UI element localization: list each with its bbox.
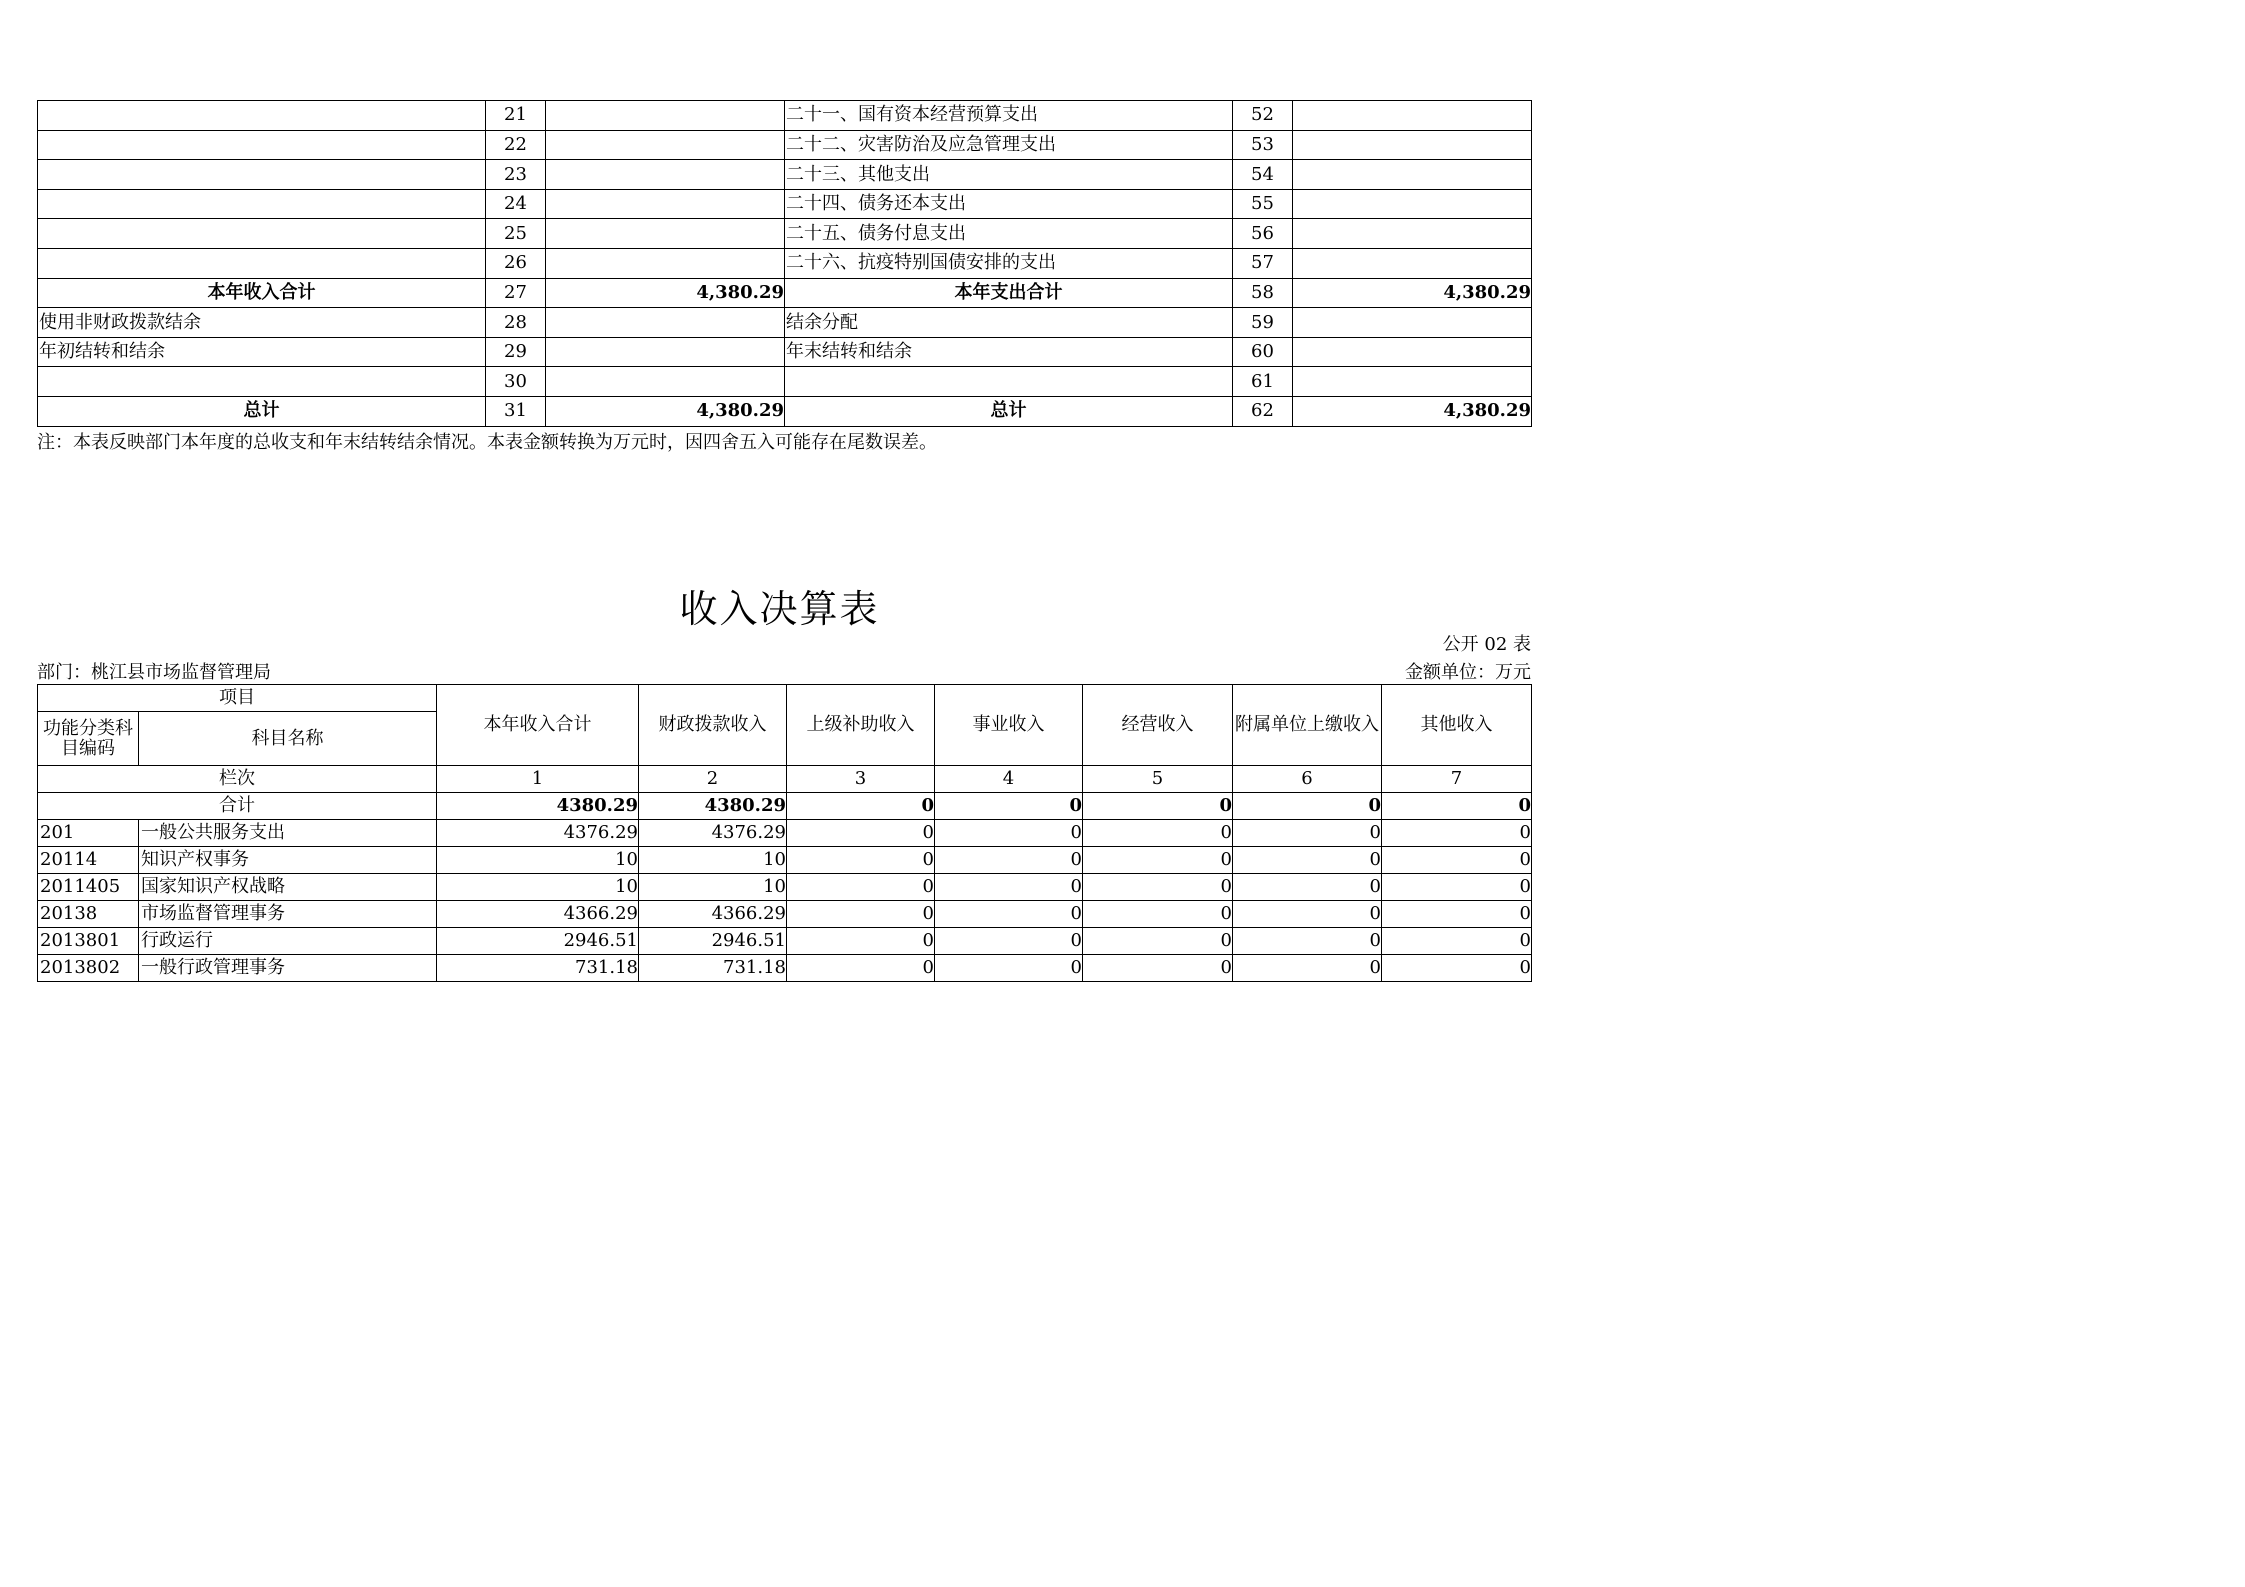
income-item-label — [38, 130, 486, 160]
amount-cell: 0 — [1233, 847, 1382, 874]
amount-cell: 0 — [935, 901, 1083, 928]
income-table — [37, 684, 1532, 982]
income-line-number: 22 — [486, 130, 546, 160]
expense-amount — [1293, 160, 1532, 190]
amount-cell: 0 — [935, 928, 1083, 955]
expense-line-number: 60 — [1233, 337, 1293, 367]
income-amount — [546, 160, 785, 190]
column-number: 6 — [1233, 766, 1382, 793]
amount-cell: 0 — [1083, 901, 1233, 928]
expense-amount — [1293, 308, 1532, 338]
income-amount — [546, 130, 785, 160]
table-row — [38, 219, 1532, 249]
subject-code: 2013801 — [38, 928, 139, 955]
expense-line-number: 57 — [1233, 248, 1293, 278]
expense-item-label: 本年支出合计 — [785, 278, 1233, 308]
subject-name: 一般公共服务支出 — [139, 820, 437, 847]
income-line-number: 29 — [486, 337, 546, 367]
amount-cell: 2946.51 — [437, 928, 639, 955]
amount-cell: 0 — [1233, 901, 1382, 928]
income-line-number: 27 — [486, 278, 546, 308]
department-label: 部门：桃江县市场监督管理局 — [37, 662, 271, 683]
amount-cell: 0 — [1083, 820, 1233, 847]
amount-cell: 731.18 — [437, 955, 639, 982]
amount-cell: 0 — [787, 928, 935, 955]
header-superior-subsidy: 上级补助收入 — [787, 685, 935, 766]
amount-cell: 10 — [437, 874, 639, 901]
subject-name: 行政运行 — [139, 928, 437, 955]
table-row — [38, 130, 1532, 160]
table-row — [38, 367, 1532, 397]
subject-name: 知识产权事务 — [139, 847, 437, 874]
sum-value: 0 — [935, 793, 1083, 820]
amount-cell: 10 — [639, 847, 787, 874]
amount-cell: 0 — [1382, 847, 1532, 874]
amount-cell: 0 — [787, 874, 935, 901]
expense-item-label: 二十五、债务付息支出 — [785, 219, 1233, 249]
table-row — [38, 101, 1532, 131]
header-affiliate-income: 附属单位上缴收入 — [1233, 685, 1382, 766]
sum-row-label: 合计 — [38, 793, 437, 820]
expense-line-number: 54 — [1233, 160, 1293, 190]
public-table-number: 公开 02 表 — [1442, 634, 1531, 655]
amount-cell: 0 — [1382, 901, 1532, 928]
amount-cell: 0 — [787, 901, 935, 928]
total-row — [38, 278, 1532, 308]
column-number: 2 — [639, 766, 787, 793]
expense-item-label: 结余分配 — [785, 308, 1233, 338]
expense-line-number: 61 — [1233, 367, 1293, 397]
column-number: 3 — [787, 766, 935, 793]
income-line-number: 23 — [486, 160, 546, 190]
expense-amount — [1293, 189, 1532, 219]
column-number-label: 栏次 — [38, 766, 437, 793]
income-item-label — [38, 219, 486, 249]
table-row — [38, 955, 1532, 982]
table-row — [38, 248, 1532, 278]
income-item-label: 使用非财政拨款结余 — [38, 308, 486, 338]
expense-line-number: 62 — [1233, 396, 1293, 426]
subject-name: 市场监督管理事务 — [139, 901, 437, 928]
income-line-number: 31 — [486, 396, 546, 426]
header-fiscal-income: 财政拨款收入 — [639, 685, 787, 766]
expense-amount: 4,380.29 — [1293, 396, 1532, 426]
column-number: 4 — [935, 766, 1083, 793]
expense-item-label: 二十一、国有资本经营预算支出 — [785, 101, 1233, 131]
income-amount: 4,380.29 — [546, 396, 785, 426]
table-row — [38, 901, 1532, 928]
summary-table — [37, 100, 1532, 427]
income-table-body — [38, 820, 1532, 982]
amount-cell: 0 — [935, 955, 1083, 982]
expense-item-label: 二十四、债务还本支出 — [785, 189, 1233, 219]
sum-value: 4380.29 — [437, 793, 639, 820]
amount-cell: 0 — [787, 820, 935, 847]
income-amount — [546, 337, 785, 367]
table-note: 注：本表反映部门本年度的总收支和年末结转结余情况。本表金额转换为万元时，因四舍五入可能存在尾数误差。 — [37, 432, 937, 453]
sum-value: 0 — [787, 793, 935, 820]
amount-cell: 0 — [1233, 820, 1382, 847]
header-total-income: 本年收入合计 — [437, 685, 639, 766]
column-number: 7 — [1382, 766, 1532, 793]
income-item-label — [38, 367, 486, 397]
table-row — [38, 160, 1532, 190]
expense-item-label: 年末结转和结余 — [785, 337, 1233, 367]
subject-code: 201 — [38, 820, 139, 847]
page-title: 收入决算表 — [679, 587, 880, 631]
expense-item-label: 二十三、其他支出 — [785, 160, 1233, 190]
sum-value: 0 — [1083, 793, 1233, 820]
table-row — [38, 847, 1532, 874]
expense-item-label: 二十六、抗疫特别国债安排的支出 — [785, 248, 1233, 278]
header-function-code: 功能分类科目编码 — [38, 712, 139, 766]
expense-line-number: 53 — [1233, 130, 1293, 160]
amount-cell: 4376.29 — [437, 820, 639, 847]
income-line-number: 28 — [486, 308, 546, 338]
income-item-label: 本年收入合计 — [38, 278, 486, 308]
income-item-label — [38, 160, 486, 190]
expense-item-label — [785, 367, 1233, 397]
income-amount: 4,380.29 — [546, 278, 785, 308]
expense-amount — [1293, 219, 1532, 249]
income-amount — [546, 101, 785, 131]
income-item-label — [38, 189, 486, 219]
amount-cell: 4366.29 — [437, 901, 639, 928]
amount-cell: 10 — [437, 847, 639, 874]
subject-name: 国家知识产权战略 — [139, 874, 437, 901]
column-number-row — [38, 766, 1532, 793]
table-row — [38, 928, 1532, 955]
amount-cell: 0 — [1233, 874, 1382, 901]
summary-table-body — [38, 101, 1532, 427]
header-project: 项目 — [38, 685, 437, 712]
amount-cell: 0 — [1382, 874, 1532, 901]
amount-cell: 10 — [639, 874, 787, 901]
income-amount — [546, 219, 785, 249]
income-amount — [546, 248, 785, 278]
amount-cell: 731.18 — [639, 955, 787, 982]
table-row — [38, 337, 1532, 367]
amount-cell: 0 — [1382, 955, 1532, 982]
expense-item-label: 二十二、灾害防治及应急管理支出 — [785, 130, 1233, 160]
sum-value: 0 — [1233, 793, 1382, 820]
income-line-number: 25 — [486, 219, 546, 249]
income-line-number: 21 — [486, 101, 546, 131]
expense-amount — [1293, 248, 1532, 278]
sum-value: 0 — [1382, 793, 1532, 820]
expense-amount — [1293, 130, 1532, 160]
amount-cell: 0 — [1083, 928, 1233, 955]
table-row — [38, 189, 1532, 219]
amount-cell: 0 — [1382, 820, 1532, 847]
income-line-number: 24 — [486, 189, 546, 219]
total-row — [38, 396, 1532, 426]
column-number: 1 — [437, 766, 639, 793]
expense-item-label: 总计 — [785, 396, 1233, 426]
header-operating-income: 经营收入 — [1083, 685, 1233, 766]
sum-row — [38, 793, 1532, 820]
income-line-number: 26 — [486, 248, 546, 278]
amount-cell: 0 — [1083, 955, 1233, 982]
table-row — [38, 308, 1532, 338]
amount-cell: 4366.29 — [639, 901, 787, 928]
expense-amount: 4,380.29 — [1293, 278, 1532, 308]
table-row — [38, 874, 1532, 901]
subject-code: 20138 — [38, 901, 139, 928]
sum-value: 4380.29 — [639, 793, 787, 820]
amount-cell: 2946.51 — [639, 928, 787, 955]
expense-line-number: 56 — [1233, 219, 1293, 249]
expense-amount — [1293, 337, 1532, 367]
amount-cell: 0 — [787, 847, 935, 874]
amount-cell: 0 — [935, 874, 1083, 901]
column-number: 5 — [1083, 766, 1233, 793]
expense-line-number: 58 — [1233, 278, 1293, 308]
subject-code: 2013802 — [38, 955, 139, 982]
amount-cell: 0 — [935, 820, 1083, 847]
amount-unit-label: 金额单位：万元 — [1405, 662, 1531, 683]
amount-cell: 0 — [1233, 928, 1382, 955]
expense-line-number: 52 — [1233, 101, 1293, 131]
expense-amount — [1293, 101, 1532, 131]
income-line-number: 30 — [486, 367, 546, 397]
subject-code: 20114 — [38, 847, 139, 874]
amount-cell: 0 — [1083, 847, 1233, 874]
subject-name: 一般行政管理事务 — [139, 955, 437, 982]
amount-cell: 0 — [787, 955, 935, 982]
amount-cell: 0 — [1382, 928, 1532, 955]
amount-cell: 0 — [935, 847, 1083, 874]
income-item-label — [38, 248, 486, 278]
table-row — [38, 820, 1532, 847]
subject-code: 2011405 — [38, 874, 139, 901]
amount-cell: 0 — [1233, 955, 1382, 982]
expense-line-number: 55 — [1233, 189, 1293, 219]
income-amount — [546, 308, 785, 338]
expense-line-number: 59 — [1233, 308, 1293, 338]
income-item-label: 年初结转和结余 — [38, 337, 486, 367]
income-item-label: 总计 — [38, 396, 486, 426]
amount-cell: 4376.29 — [639, 820, 787, 847]
expense-amount — [1293, 367, 1532, 397]
header-subject-name: 科目名称 — [139, 712, 437, 766]
income-amount — [546, 189, 785, 219]
header-other-income: 其他收入 — [1382, 685, 1532, 766]
amount-cell: 0 — [1083, 874, 1233, 901]
income-amount — [546, 367, 785, 397]
header-business-income: 事业收入 — [935, 685, 1083, 766]
income-item-label — [38, 101, 486, 131]
